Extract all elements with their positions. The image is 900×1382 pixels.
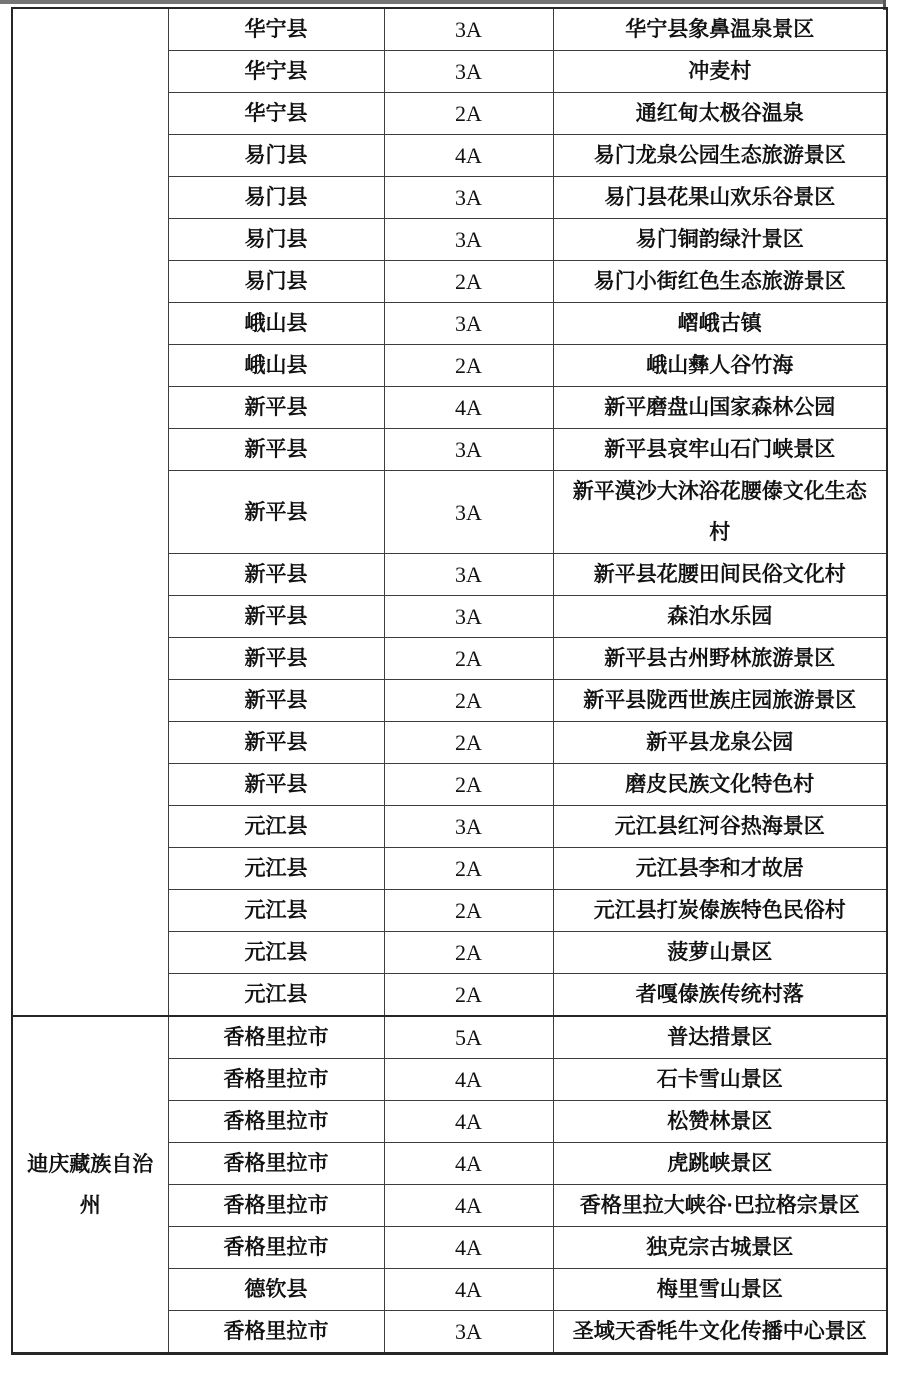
scenic-area-name-cell: 新平县陇西世族庄园旅游景区 [553, 680, 887, 722]
county-cell: 新平县 [168, 764, 384, 806]
scenic-area-name-cell: 易门小街红色生态旅游景区 [553, 261, 887, 303]
scenic-area-name-cell: 冲麦村 [553, 51, 887, 93]
rating-cell: 4A [384, 1269, 553, 1311]
county-cell: 香格里拉市 [168, 1016, 384, 1059]
county-cell: 香格里拉市 [168, 1227, 384, 1269]
rating-cell: 2A [384, 93, 553, 135]
rating-cell: 2A [384, 261, 553, 303]
scenic-area-name-cell: 森泊水乐园 [553, 596, 887, 638]
rating-cell: 2A [384, 680, 553, 722]
scenic-area-name-cell: 新平县龙泉公园 [553, 722, 887, 764]
county-cell: 新平县 [168, 596, 384, 638]
rating-cell: 4A [384, 1185, 553, 1227]
county-cell: 华宁县 [168, 93, 384, 135]
rating-cell: 2A [384, 722, 553, 764]
rating-cell: 4A [384, 1101, 553, 1143]
county-cell: 新平县 [168, 554, 384, 596]
scenic-area-name-cell: 元江县打炭傣族特色民俗村 [553, 890, 887, 932]
scenic-area-name-cell: 新平漠沙大沐浴花腰傣文化生态村 [553, 471, 887, 554]
county-cell: 易门县 [168, 177, 384, 219]
rating-cell: 2A [384, 764, 553, 806]
county-cell: 峨山县 [168, 345, 384, 387]
rating-cell: 4A [384, 1143, 553, 1185]
county-cell: 香格里拉市 [168, 1143, 384, 1185]
scenic-area-name-cell: 梅里雪山景区 [553, 1269, 887, 1311]
rating-cell: 4A [384, 1227, 553, 1269]
county-cell: 易门县 [168, 135, 384, 177]
county-cell: 香格里拉市 [168, 1185, 384, 1227]
scenic-area-name-cell: 易门龙泉公园生态旅游景区 [553, 135, 887, 177]
scenic-area-name-cell: 普达措景区 [553, 1016, 887, 1059]
county-cell: 华宁县 [168, 8, 384, 51]
scenic-area-name-cell: 新平县古州野林旅游景区 [553, 638, 887, 680]
county-cell: 香格里拉市 [168, 1059, 384, 1101]
county-cell: 香格里拉市 [168, 1101, 384, 1143]
scenic-area-name-cell: 峨山彝人谷竹海 [553, 345, 887, 387]
rating-cell: 3A [384, 219, 553, 261]
rating-cell: 3A [384, 596, 553, 638]
scenic-area-name-cell: 独克宗古城景区 [553, 1227, 887, 1269]
county-cell: 德钦县 [168, 1269, 384, 1311]
scenic-area-name-cell: 新平县花腰田间民俗文化村 [553, 554, 887, 596]
scenic-area-name-cell: 菠萝山景区 [553, 932, 887, 974]
rating-cell: 3A [384, 51, 553, 93]
rating-cell: 3A [384, 8, 553, 51]
county-cell: 新平县 [168, 722, 384, 764]
scenic-area-name-cell: 易门铜韵绿汁景区 [553, 219, 887, 261]
scenic-area-name-cell: 嶍峨古镇 [553, 303, 887, 345]
county-cell: 元江县 [168, 806, 384, 848]
scenic-area-name-cell: 圣域天香牦牛文化传播中心景区 [553, 1311, 887, 1354]
rating-cell: 5A [384, 1016, 553, 1059]
prefecture-cell [12, 8, 168, 1016]
county-cell: 新平县 [168, 471, 384, 554]
county-cell: 元江县 [168, 890, 384, 932]
rating-cell: 2A [384, 932, 553, 974]
county-cell: 新平县 [168, 680, 384, 722]
rating-cell: 2A [384, 848, 553, 890]
scenic-area-name-cell: 元江县李和才故居 [553, 848, 887, 890]
county-cell: 新平县 [168, 638, 384, 680]
scenic-area-rating-table [11, 7, 888, 1355]
county-cell: 香格里拉市 [168, 1311, 384, 1354]
rating-cell: 4A [384, 1059, 553, 1101]
scenic-area-name-cell: 华宁县象鼻温泉景区 [553, 8, 887, 51]
rating-cell: 3A [384, 554, 553, 596]
rating-cell: 4A [384, 135, 553, 177]
rating-cell: 3A [384, 471, 553, 554]
rating-cell: 3A [384, 177, 553, 219]
county-cell: 元江县 [168, 848, 384, 890]
county-cell: 峨山县 [168, 303, 384, 345]
county-cell: 新平县 [168, 429, 384, 471]
prefecture-cell: 迪庆藏族自治州 [12, 1016, 168, 1354]
rating-cell: 3A [384, 806, 553, 848]
scenic-area-name-cell: 通红甸太极谷温泉 [553, 93, 887, 135]
scenic-area-name-cell: 新平县哀牢山石门峡景区 [553, 429, 887, 471]
county-cell: 易门县 [168, 261, 384, 303]
rating-cell: 2A [384, 890, 553, 932]
county-cell: 易门县 [168, 219, 384, 261]
rating-cell: 2A [384, 638, 553, 680]
rating-cell: 2A [384, 974, 553, 1017]
table-row [12, 8, 887, 51]
scenic-area-name-cell: 虎跳峡景区 [553, 1143, 887, 1185]
scenic-area-name-cell: 者嘎傣族传统村落 [553, 974, 887, 1017]
table-row [12, 1016, 887, 1059]
county-cell: 元江县 [168, 974, 384, 1017]
scenic-area-name-cell: 新平磨盘山国家森林公园 [553, 387, 887, 429]
rating-cell: 2A [384, 345, 553, 387]
rating-cell: 3A [384, 429, 553, 471]
scenic-area-name-cell: 元江县红河谷热海景区 [553, 806, 887, 848]
scenic-area-name-cell: 松赞林景区 [553, 1101, 887, 1143]
rating-cell: 3A [384, 303, 553, 345]
rating-cell: 3A [384, 1311, 553, 1354]
cutoff-row-border-artifact [0, 0, 886, 4]
document-page [11, 7, 888, 1355]
county-cell: 新平县 [168, 387, 384, 429]
table-body [12, 8, 887, 1354]
scenic-area-name-cell: 磨皮民族文化特色村 [553, 764, 887, 806]
scenic-area-name-cell: 易门县花果山欢乐谷景区 [553, 177, 887, 219]
county-cell: 元江县 [168, 932, 384, 974]
scenic-area-name-cell: 香格里拉大峡谷·巴拉格宗景区 [553, 1185, 887, 1227]
county-cell: 华宁县 [168, 51, 384, 93]
scenic-area-name-cell: 石卡雪山景区 [553, 1059, 887, 1101]
rating-cell: 4A [384, 387, 553, 429]
